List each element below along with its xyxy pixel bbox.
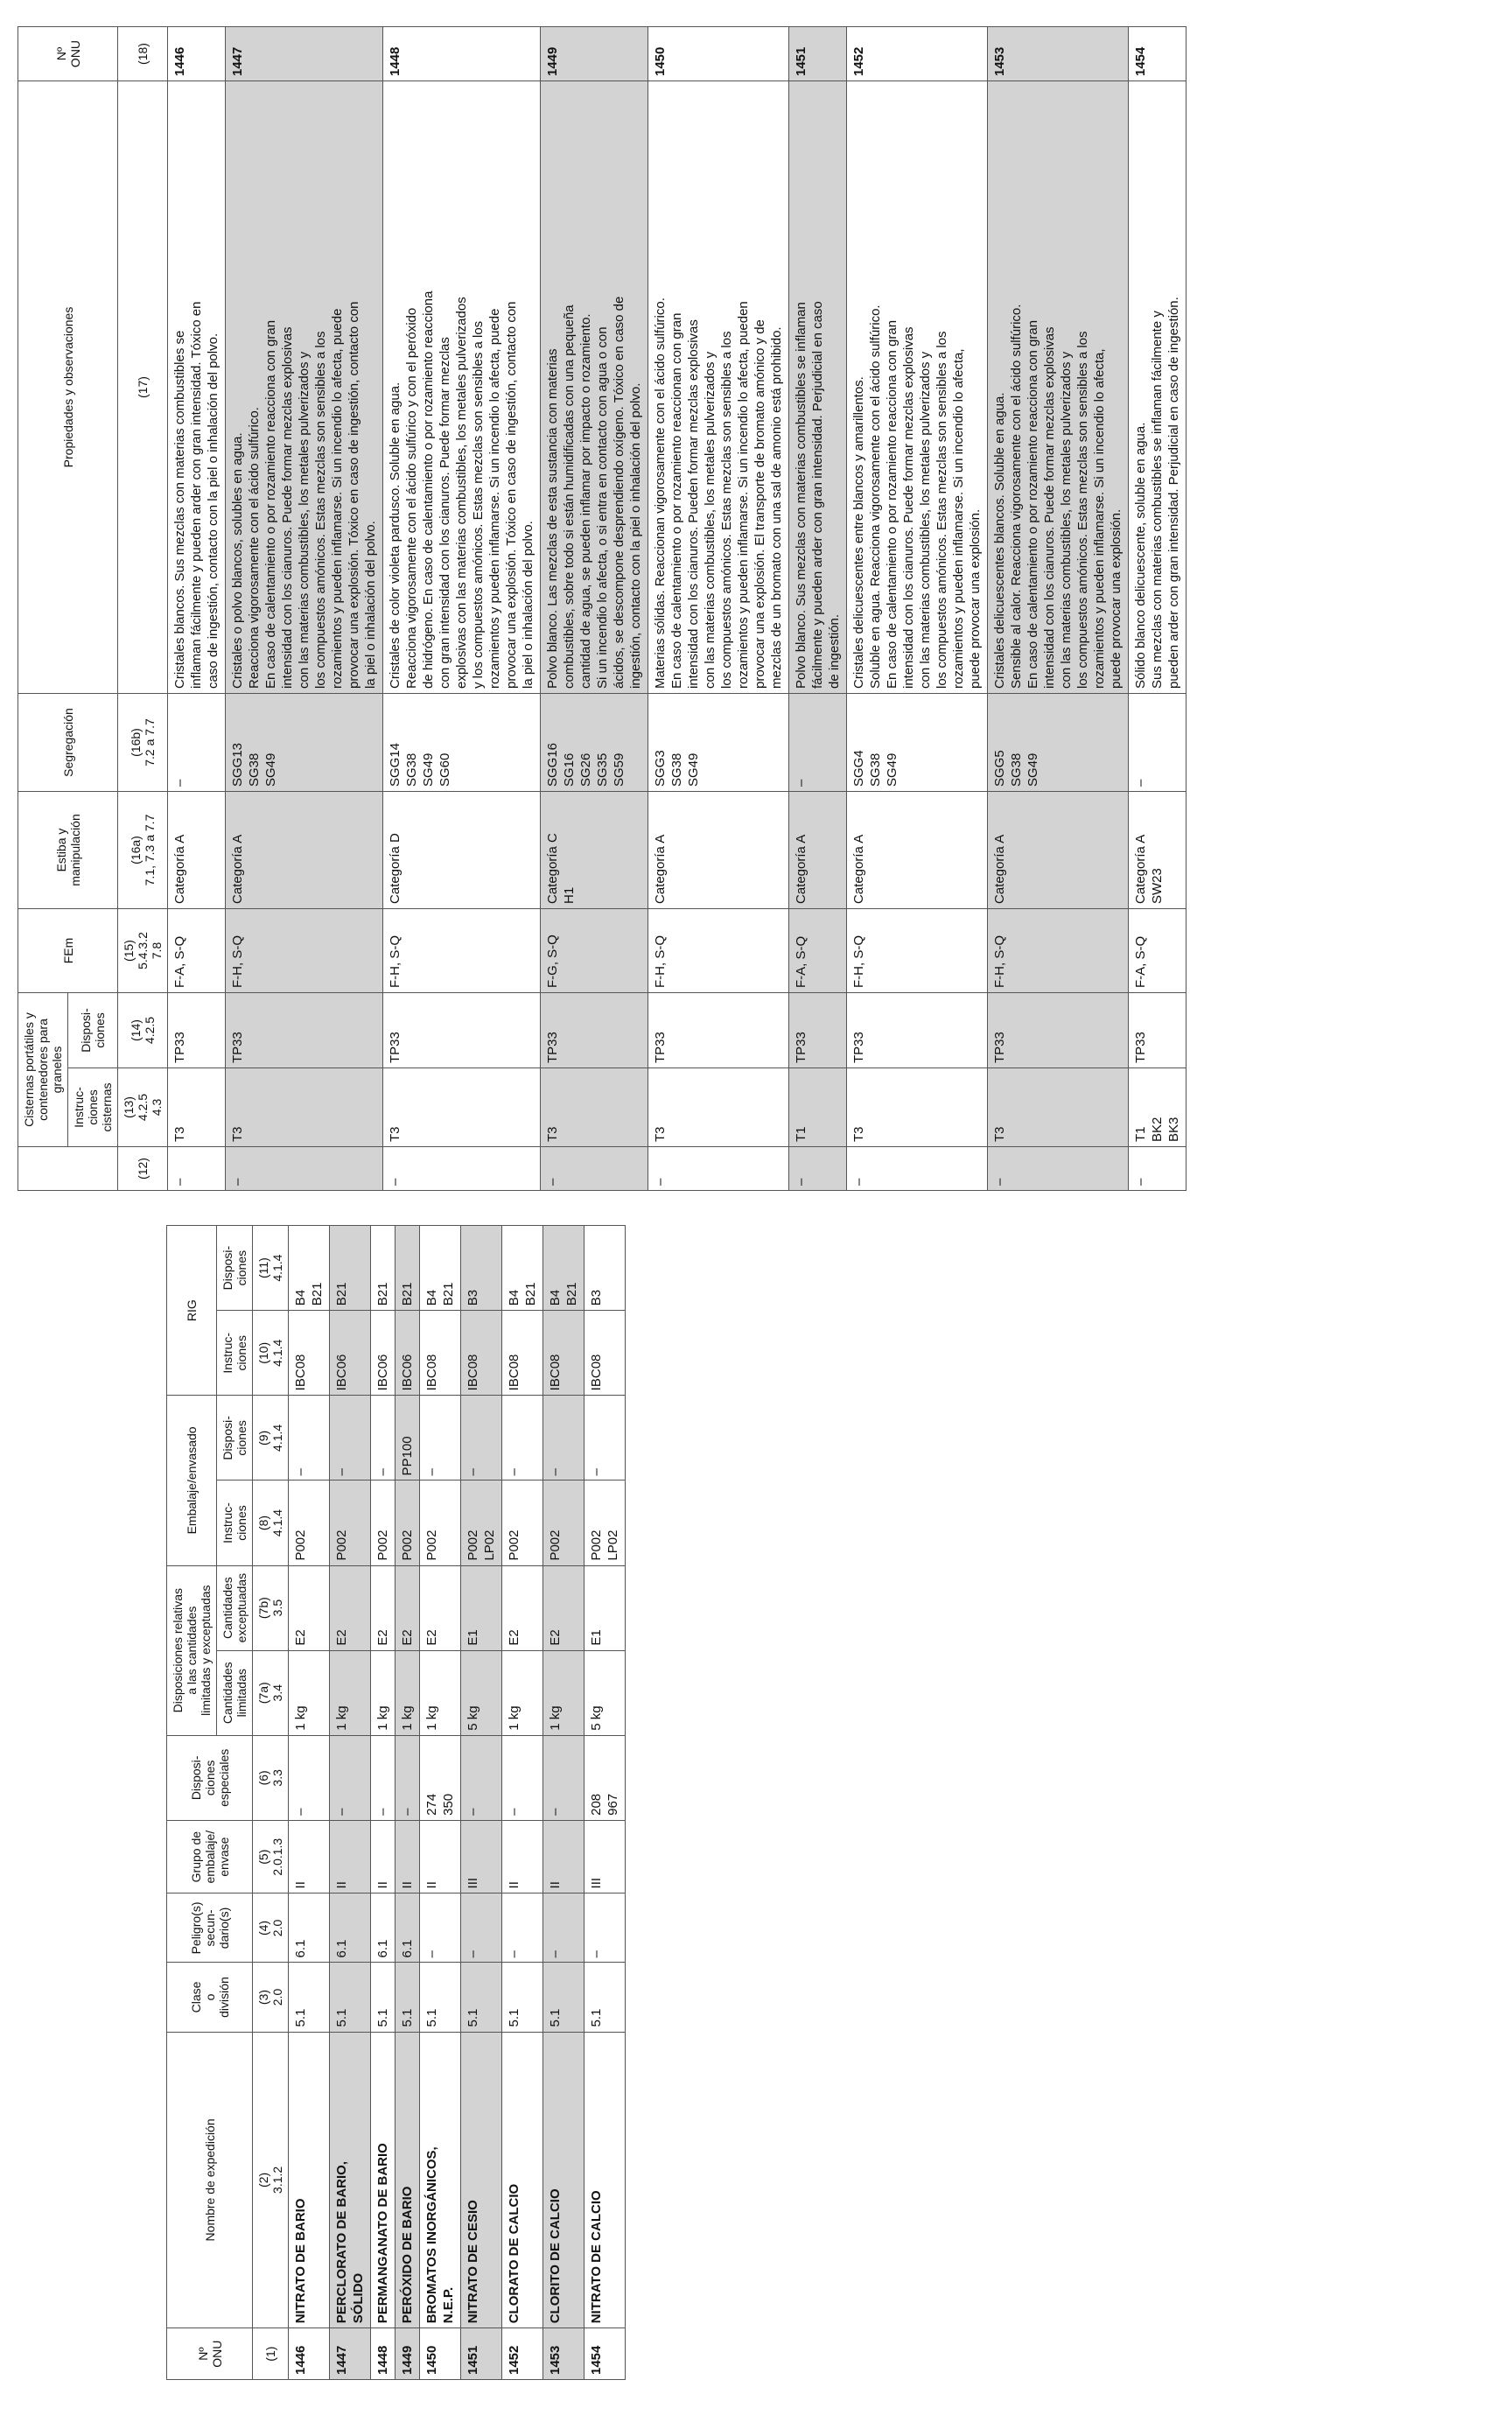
col12-cell: – (226, 1147, 383, 1191)
special-provisions-cell: – (330, 1735, 371, 1820)
ibc-provision-cell: B21 (330, 1226, 371, 1311)
colnum: (16b) 7.2 a 7.7 (118, 694, 168, 792)
excepted-quantity-cell: E2 (543, 1565, 584, 1650)
table-row (543, 1226, 584, 2380)
packing-group-cell: III (584, 1820, 626, 1894)
class-cell: 5.1 (289, 1963, 330, 2032)
packing-instruction-cell: P002 (289, 1480, 330, 1565)
header-un-number-right: Nº ONU (18, 27, 118, 81)
colnum: (13) 4.2.5 4.3 (118, 1068, 168, 1147)
ibc-instruction-cell: IBC06 (371, 1311, 396, 1396)
subsidiary-risk-cell: – (543, 1894, 584, 1963)
colnum: (6) 3.3 (253, 1735, 289, 1820)
header-col12-blank (18, 1147, 118, 1191)
ems-cell: F-H, S-Q (383, 909, 541, 993)
packing-provision-cell: – (289, 1396, 330, 1480)
un-number-cell: 1451 (461, 2328, 502, 2380)
subsidiary-risk-cell: 6.1 (330, 1894, 371, 1963)
header-class: Clase o división (167, 1963, 253, 2032)
properties-cell: Polvo blanco. Las mezclas de esta sustancia con materias combustibles, sobre todo si están humidificadas con una pequeña cantidad de agua, se pueden inflamar por impacto o rozamiento. Si un incendio lo afecta, o si entra en contacto con agua o con ácidos, se descompone desprendiendo oxígeno. Tóxico en caso de ingestión, contacto con la piel o inhalación del polvo. (541, 81, 648, 694)
subsidiary-risk-cell: 6.1 (289, 1894, 330, 1963)
colnum: (18) (118, 27, 168, 81)
header-un-number: Nº ONU (167, 2328, 253, 2380)
stowage-cell: Categoría A (648, 792, 789, 909)
properties-cell: Cristales blancos. Sus mezclas con materias combustibles se inflaman fácilmente y pueden arder con gran intensidad. Tóxico en caso de ingestión, contacto con la piel o inhalación del polvo. (168, 81, 226, 694)
table-row (330, 1226, 371, 2380)
tank-instruction-cell: T3 (383, 1068, 541, 1147)
table-row (396, 1226, 420, 2380)
ibc-provision-cell: B21 (371, 1226, 396, 1311)
special-provisions-cell: 274 350 (420, 1735, 461, 1820)
packing-instruction-cell: P002 (396, 1480, 420, 1565)
un-number-cell: 1450 (420, 2328, 461, 2380)
header-ibc-instructions: Instruc- ciones (217, 1311, 253, 1396)
segregation-cell: – (168, 694, 226, 792)
class-cell: 5.1 (330, 1963, 371, 2032)
ibc-provision-cell: B3 (584, 1226, 626, 1311)
special-provisions-cell: – (461, 1735, 502, 1820)
properties-cell: Cristales o polvo blancos, solubles en agua. Reacciona vigorosamente con el ácido sulfúrico. En caso de calentamiento o por rozamiento reacciona con gran intensidad con los cianuros. Puede formar mezclas explosivas con las materias combustibles, los metales pulverizados y los compuestos amónicos. Estas mezclas son sensibles a los rozamientos y pueden inflamarse. Si un incendio lo afecta, puede provocar una explosión. Tóxico en caso de ingestión, contacto con la piel o inhalación del polvo. (226, 81, 383, 694)
ibc-provision-cell: B4 B21 (289, 1226, 330, 1311)
colnum: (7b) 3.5 (253, 1565, 289, 1650)
excepted-quantity-cell: E2 (420, 1565, 461, 1650)
un-number-cell: 1452 (502, 2328, 543, 2380)
header-subsidiary-risk: Peligro(s) secun- dario(s) (167, 1894, 253, 1963)
limited-quantity-cell: 1 kg (330, 1650, 371, 1735)
colnum: (8) 4.1.4 (253, 1480, 289, 1565)
limited-quantity-cell: 5 kg (584, 1650, 626, 1735)
limited-quantity-cell: 1 kg (543, 1650, 584, 1735)
ibc-instruction-cell: IBC06 (330, 1311, 371, 1396)
ems-cell: F-G, S-Q (541, 909, 648, 993)
table-row (789, 27, 847, 1191)
stowage-cell: Categoría A (988, 792, 1129, 909)
packing-provision-cell: – (420, 1396, 461, 1480)
colnum: (10) 4.1.4 (253, 1311, 289, 1396)
class-cell: 5.1 (420, 1963, 461, 2032)
table-row (584, 1226, 626, 2380)
tank-provision-cell: TP33 (648, 993, 789, 1068)
un-number-cell: 1449 (541, 27, 648, 81)
excepted-quantity-cell: E2 (371, 1565, 396, 1650)
header-packing-group: Grupo de embalaje/ envase (167, 1820, 253, 1894)
tank-provision-cell: TP33 (988, 993, 1129, 1068)
tank-instruction-cell: T1 (789, 1068, 847, 1147)
table-row (541, 27, 648, 1191)
stowage-cell: Categoría A (168, 792, 226, 909)
segregation-cell: SGG3 SG38 SG49 (648, 694, 789, 792)
un-number-cell: 1448 (383, 27, 541, 81)
header-limited-excepted-group: Disposiciones relativas a las cantidades limitadas y exceptuadas (167, 1565, 217, 1735)
tank-instruction-cell: T3 (648, 1068, 789, 1147)
class-cell: 5.1 (461, 1963, 502, 2032)
packing-instruction-cell: P002 (543, 1480, 584, 1565)
dangerous-goods-table-left (166, 1225, 626, 2380)
special-provisions-cell: 208 967 (584, 1735, 626, 1820)
packing-group-cell: II (371, 1820, 396, 1894)
colnum: (11) 4.1.4 (253, 1226, 289, 1311)
packing-group-cell: III (461, 1820, 502, 1894)
tank-instruction-cell: T3 (226, 1068, 383, 1147)
table-row (420, 1226, 461, 2380)
table-row (383, 27, 541, 1191)
properties-cell: Cristales delicuescentes blancos. Soluble en agua. Sensible al calor. Reacciona vigorosamente con el ácido sulfúrico. En caso de calentamiento o por rozamiento reacciona con gran intensidad con los cianuros. Puede formar mezclas explosivas con las materias combustibles, los metales pulverizados y los compuestos amónicos. Estas mezclas son sensibles a los rozamientos y pueden inflamarse. Si un incendio lo afecta, puede provocar una explosión. (988, 81, 1129, 694)
properties-cell: Cristales de color violeta pardusco. Soluble en agua. Reacciona vigorosamente con el ácido sulfúrico y con el peróxido de hidrógeno. En caso de calentamiento o por rozamiento reacciona con gran intensidad con los cianuros. Puede formar mezclas explosivas con las materias combustibles, los metales pulverizados y los compuestos amónicos. Estas mezclas son sensibles a los rozamientos y pueden inflamarse. Si un incendio lo afecta, puede provocar una explosión. Tóxico en caso de ingestión, contacto con la piel o inhalación del polvo. (383, 81, 541, 694)
limited-quantity-cell: 1 kg (420, 1650, 461, 1735)
table-row (226, 27, 383, 1191)
stowage-cell: Categoría A SW23 (1129, 792, 1186, 909)
table-row (847, 27, 988, 1191)
header-ibc-group: RIG (167, 1226, 217, 1396)
tank-instruction-cell: T1 BK2 BK3 (1129, 1068, 1186, 1147)
segregation-cell: – (789, 694, 847, 792)
un-number-cell: 1453 (988, 27, 1129, 81)
table-row (461, 1226, 502, 2380)
shipping-name-cell: NITRATO DE CESIO (461, 2032, 502, 2328)
header-segregation: Segregación (18, 694, 118, 792)
table-row (648, 27, 789, 1191)
shipping-name-cell: CLORITO DE CALCIO (543, 2032, 584, 2328)
un-number-cell: 1449 (396, 2328, 420, 2380)
un-number-cell: 1454 (1129, 27, 1186, 81)
packing-instruction-cell: P002 (371, 1480, 396, 1565)
table-row (1129, 27, 1186, 1191)
col12-cell: – (847, 1147, 988, 1191)
tank-instruction-cell: T3 (847, 1068, 988, 1147)
excepted-quantity-cell: E1 (584, 1565, 626, 1650)
shipping-name-cell: PERMANGANATO DE BARIO (371, 2032, 396, 2328)
ibc-instruction-cell: IBC06 (396, 1311, 420, 1396)
special-provisions-cell: – (371, 1735, 396, 1820)
colnum: (15) 5.4.3.2 7.8 (118, 909, 168, 993)
colnum: (14) 4.2.5 (118, 993, 168, 1068)
col12-cell: – (168, 1147, 226, 1191)
packing-group-cell: II (543, 1820, 584, 1894)
col12-cell: – (383, 1147, 541, 1191)
special-provisions-cell: – (543, 1735, 584, 1820)
ems-cell: F-A, S-Q (789, 909, 847, 993)
ems-cell: F-H, S-Q (648, 909, 789, 993)
subsidiary-risk-cell: – (420, 1894, 461, 1963)
properties-cell: Sólido blanco delicuescente, soluble en agua. Sus mezclas con materias combustibles se inflaman fácilmente y pueden arder con gran intensidad. Perjudicial en caso de ingestión. (1129, 81, 1186, 694)
un-number-cell: 1451 (789, 27, 847, 81)
header-ibc-provisions: Disposi- ciones (217, 1226, 253, 1311)
tank-provision-cell: TP33 (1129, 993, 1186, 1068)
special-provisions-cell: – (502, 1735, 543, 1820)
class-cell: 5.1 (584, 1963, 626, 2032)
excepted-quantity-cell: E2 (396, 1565, 420, 1650)
ems-cell: F-H, S-Q (226, 909, 383, 993)
subsidiary-risk-cell: 6.1 (371, 1894, 396, 1963)
ibc-instruction-cell: IBC08 (543, 1311, 584, 1396)
packing-provision-cell: – (330, 1396, 371, 1480)
packing-provision-cell: – (502, 1396, 543, 1480)
packing-group-cell: II (420, 1820, 461, 1894)
header-ems: FEm (18, 909, 118, 993)
ems-cell: F-A, S-Q (168, 909, 226, 993)
shipping-name-cell: CLORATO DE CALCIO (502, 2032, 543, 2328)
header-tank-instructions: Instruc- ciones cisternas (68, 1068, 118, 1147)
header-special-provisions: Disposi- ciones especiales (167, 1735, 253, 1820)
segregation-cell: – (1129, 694, 1186, 792)
header-packing-provisions: Disposi- ciones (217, 1396, 253, 1480)
ibc-instruction-cell: IBC08 (584, 1311, 626, 1396)
ibc-provision-cell: B4 B21 (420, 1226, 461, 1311)
tank-instruction-cell: T3 (988, 1068, 1129, 1147)
colnum: (12) (118, 1147, 168, 1191)
un-number-cell: 1447 (330, 2328, 371, 2380)
table-row (371, 1226, 396, 2380)
shipping-name-cell: PERCLORATO DE BARIO, SÓLIDO (330, 2032, 371, 2328)
colnum: (7a) 3.4 (253, 1650, 289, 1735)
colnum: (3) 2.0 (253, 1963, 289, 2032)
left-table-body (289, 1226, 626, 2380)
packing-group-cell: II (289, 1820, 330, 1894)
header-shipping-name: Nombre de expedición (167, 2032, 253, 2328)
col12-cell: – (789, 1147, 847, 1191)
table-row (988, 27, 1129, 1191)
excepted-quantity-cell: E2 (330, 1565, 371, 1650)
tank-provision-cell: TP33 (847, 993, 988, 1068)
colnum: (1) (253, 2328, 289, 2380)
packing-instruction-cell: P002 LP02 (461, 1480, 502, 1565)
ibc-instruction-cell: IBC08 (461, 1311, 502, 1396)
packing-instruction-cell: P002 (420, 1480, 461, 1565)
limited-quantity-cell: 1 kg (289, 1650, 330, 1735)
colnum: (17) (118, 81, 168, 694)
packing-group-cell: II (330, 1820, 371, 1894)
class-cell: 5.1 (371, 1963, 396, 2032)
tank-provision-cell: TP33 (383, 993, 541, 1068)
packing-group-cell: II (396, 1820, 420, 1894)
stowage-cell: Categoría A (847, 792, 988, 909)
table-row (168, 27, 226, 1191)
tank-provision-cell: TP33 (541, 993, 648, 1068)
packing-provision-cell: – (543, 1396, 584, 1480)
header-packing-instructions: Instruc- ciones (217, 1480, 253, 1565)
ems-cell: F-H, S-Q (988, 909, 1129, 993)
shipping-name-cell: PERÓXIDO DE BARIO (396, 2032, 420, 2328)
shipping-name-cell: NITRATO DE CALCIO (584, 2032, 626, 2328)
stowage-cell: Categoría A (789, 792, 847, 909)
segregation-cell: SGG4 SG38 SG49 (847, 694, 988, 792)
limited-quantity-cell: 5 kg (461, 1650, 502, 1735)
ibc-instruction-cell: IBC08 (502, 1311, 543, 1396)
stowage-cell: Categoría D (383, 792, 541, 909)
colnum: (9) 4.1.4 (253, 1396, 289, 1480)
segregation-cell: SGG5 SG38 SG49 (988, 694, 1129, 792)
header-limited-quantities: Cantidades limitadas (217, 1650, 253, 1735)
colnum: (2) 3.1.2 (253, 2032, 289, 2328)
limited-quantity-cell: 1 kg (371, 1650, 396, 1735)
colnum: (16a) 7.1, 7.3 a 7.7 (118, 792, 168, 909)
tank-provision-cell: TP33 (226, 993, 383, 1068)
excepted-quantity-cell: E2 (502, 1565, 543, 1650)
shipping-name-cell: BROMATOS INORGÁNICOS, N.E.P. (420, 2032, 461, 2328)
ems-cell: F-A, S-Q (1129, 909, 1186, 993)
segregation-cell: SGG14 SG38 SG49 SG60 (383, 694, 541, 792)
segregation-cell: SGG16 SG16 SG26 SG35 SG59 (541, 694, 648, 792)
packing-provision-cell: – (461, 1396, 502, 1480)
colnum: (5) 2.0.1.3 (253, 1820, 289, 1894)
subsidiary-risk-cell: – (502, 1894, 543, 1963)
col12-cell: – (1129, 1147, 1186, 1191)
un-number-cell: 1452 (847, 27, 988, 81)
properties-cell: Materias sólidas. Reaccionan vigorosamente con el ácido sulfúrico. En caso de calentamiento o por rozamiento reaccionan con gran intensidad con los cianuros. Pueden formar mezclas explosivas con las materias combustibles, los metales pulverizados y los compuestos amónicos. Estas mezclas son sensibles a los rozamientos y pueden inflamarse. Si un incendio lo afecta, pueden provocar una explosión. El transporte de bromato amónico y de mezclas de un bromato con una sal de amonio está prohibido. (648, 81, 789, 694)
subsidiary-risk-cell: – (461, 1894, 502, 1963)
un-number-cell: 1454 (584, 2328, 626, 2380)
subsidiary-risk-cell: – (584, 1894, 626, 1963)
ibc-instruction-cell: IBC08 (420, 1311, 461, 1396)
tank-instruction-cell: T3 (541, 1068, 648, 1147)
tank-provision-cell: TP33 (789, 993, 847, 1068)
colnum: (4) 2.0 (253, 1894, 289, 1963)
col12-cell: – (648, 1147, 789, 1191)
packing-provision-cell: PP100 (396, 1396, 420, 1480)
ibc-provision-cell: B4 B21 (543, 1226, 584, 1311)
header-properties: Propiedades y observaciones (18, 81, 118, 694)
table-row (502, 1226, 543, 2380)
header-stowage: Estiba y manipulación (18, 792, 118, 909)
excepted-quantity-cell: E2 (289, 1565, 330, 1650)
col12-cell: – (541, 1147, 648, 1191)
special-provisions-cell: – (289, 1735, 330, 1820)
class-cell: 5.1 (543, 1963, 584, 2032)
tank-provision-cell: TP33 (168, 993, 226, 1068)
stowage-cell: Categoría C H1 (541, 792, 648, 909)
col12-cell: – (988, 1147, 1129, 1191)
un-number-cell: 1446 (168, 27, 226, 81)
packing-instruction-cell: P002 (330, 1480, 371, 1565)
dangerous-goods-table-right (18, 26, 1186, 1191)
packing-group-cell: II (502, 1820, 543, 1894)
properties-cell: Cristales delicuescentes entre blancos y amarillentos. Soluble en agua. Reacciona vigorosamente con el ácido sulfúrico. En caso de calentamiento o por rozamiento reacciona con gran intensidad con los cianuros. Puede formar mezclas explosivas con las materias combustibles, los metales pulverizados y los compuestos amónicos. Estas mezclas son sensibles a los rozamientos y pueden inflamarse. Si un incendio lo afecta, puede provocar una explosión. (847, 81, 988, 694)
header-tank-provisions: Disposi- ciones (68, 993, 118, 1068)
header-excepted-quantities: Cantidades exceptuadas (217, 1565, 253, 1650)
un-number-cell: 1446 (289, 2328, 330, 2380)
header-tank-group: Cisternas portátiles y contenedores para graneles (18, 993, 68, 1147)
tank-instruction-cell: T3 (168, 1068, 226, 1147)
special-provisions-cell: – (396, 1735, 420, 1820)
right-table-body (168, 27, 1186, 1191)
ibc-provision-cell: B3 (461, 1226, 502, 1311)
un-number-cell: 1450 (648, 27, 789, 81)
excepted-quantity-cell: E1 (461, 1565, 502, 1650)
ibc-provision-cell: B21 (396, 1226, 420, 1311)
un-number-cell: 1453 (543, 2328, 584, 2380)
segregation-cell: SGG13 SG38 SG49 (226, 694, 383, 792)
limited-quantity-cell: 1 kg (502, 1650, 543, 1735)
shipping-name-cell: NITRATO DE BARIO (289, 2032, 330, 2328)
class-cell: 5.1 (396, 1963, 420, 2032)
properties-cell: Polvo blanco. Sus mezclas con materias combustibles se inflaman fácilmente y pueden arder con gran intensidad. Perjudicial en caso de ingestión. (789, 81, 847, 694)
un-number-cell: 1448 (371, 2328, 396, 2380)
un-number-cell: 1447 (226, 27, 383, 81)
packing-provision-cell: – (584, 1396, 626, 1480)
ibc-provision-cell: B4 B21 (502, 1226, 543, 1311)
packing-provision-cell: – (371, 1396, 396, 1480)
class-cell: 5.1 (502, 1963, 543, 2032)
subsidiary-risk-cell: 6.1 (396, 1894, 420, 1963)
stowage-cell: Categoría A (226, 792, 383, 909)
ems-cell: F-H, S-Q (847, 909, 988, 993)
table-row (289, 1226, 330, 2380)
ibc-instruction-cell: IBC08 (289, 1311, 330, 1396)
packing-instruction-cell: P002 LP02 (584, 1480, 626, 1565)
packing-instruction-cell: P002 (502, 1480, 543, 1565)
limited-quantity-cell: 1 kg (396, 1650, 420, 1735)
header-packing-group-title: Embalaje/envasado (167, 1396, 217, 1565)
